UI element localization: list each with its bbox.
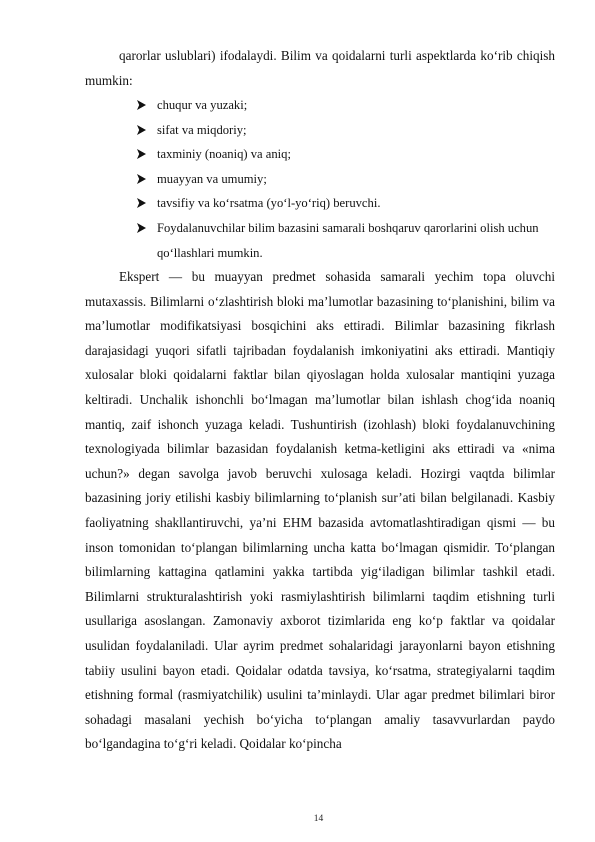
arrowhead-bullet-icon <box>137 191 151 216</box>
list-item-text: tavsifiy va ko‘rsatma (yo‘l-yo‘riq) beruvchi. <box>157 196 381 211</box>
list-item-text: sifat va miqdoriy; <box>157 122 247 137</box>
main-paragraph: Ekspert — bu muayyan predmet sohasida samarali yechim topa oluvchi mutaxassis. Bilimlarni o‘zlashtirish bloki ma’lumotlar bazasining to‘planishini, bilim va ma’lumotlar modifikatsiyasi bosqichini aks ettiradi. Bilimlar bazasining fikrlash darajasidagi yuqori sifatli tajribadan foydalanish imkoniyatini aks ettiradi. Mantiqiy xulosalar bloki qoidalarni faktlar bilan qiyoslagan holda xulosalar mantiqini yuzaga keltiradi. Unchalik ishonchli bo‘lmagan ma’lumotlar bilan ishlash chog‘ida noaniq mantiq, zaif ishonch yuzaga keladi. Tushuntirish (izohlash) bloki foydalanuvchining texnologiyada bilimlar bazasidan foydalanish ketma-ketligini aks ettiradi va «nima uchun?» degan savolga javob beruvchi xulosaga keladi. Hozirgi vaqtda bilimlar bazasining joriy etilishi kasbiy bilimlarning to‘planish sur’ati bilan belgilanadi. Kasbiy faoliyatning shakllantiruvchi, ya’ni EHM bazasida avtomatlashtiradigan qismi — bu inson tomonidan to‘plangan bilimlarning uncha katta bo‘lmagan qismidir. To‘plangan bilimlarning kattagina qatlamini yakka tartibda yig‘iladigan bilimlar tashkil etadi. Bilimlarni strukturalashtirish yoki rasmiylashtirish bilimlarni taqdim etishning turli usullariga asoslangan. Zamonaviy axborot tizimlarida eng ko‘p faktlar va qoidalar usulidan foydalaniladi. Ular ayrim predmet sohalaridagi jarayonlarni bayon etishning tabiiy usulini bayon etadi. Qoidalar odatda tavsiya, ko‘rsatma, strategiyalarni taqdim etishning formal (rasmiyatchilik) usulini ta’minlaydi. Ular agar predmet bilimlari biror sohadagi masalani yechish bo‘yicha to‘plangan amaliy tasavvurlardan paydo bo‘lgandagina to‘g‘ri keladi. Qoidalar ko‘pincha <box>85 269 555 752</box>
arrowhead-bullet-icon <box>137 167 151 192</box>
list-item-text: muayyan va umumiy; <box>157 171 267 186</box>
list-item-text: chuqur va yuzaki; <box>157 98 248 112</box>
intro-paragraph: qarorlar uslublari) ifodalaydi. Bilim va qoidalarni turli aspektlarda ko‘rib chiqish mumkin: <box>85 48 555 88</box>
list-item-text: Foydalanuvchilar bilim bazasini samarali boshqaruv qarorlarini olish uchun qo‘llashlari mumkin. <box>157 220 539 260</box>
list-item-text: taxminiy (noaniq) va aniq; <box>157 147 291 162</box>
page-number: 14 <box>313 814 324 824</box>
list-item <box>85 191 555 216</box>
arrowhead-bullet-icon <box>137 142 151 167</box>
text-block <box>85 265 555 757</box>
arrowhead-bullet-icon <box>137 93 151 118</box>
list-item <box>85 118 555 143</box>
list-item <box>85 216 555 265</box>
bullet-list <box>85 93 555 265</box>
arrowhead-bullet-icon <box>137 216 151 241</box>
list-item <box>85 93 555 118</box>
text-block <box>85 44 555 93</box>
list-item <box>85 142 555 167</box>
arrowhead-bullet-icon <box>137 118 151 143</box>
list-item <box>85 167 555 192</box>
